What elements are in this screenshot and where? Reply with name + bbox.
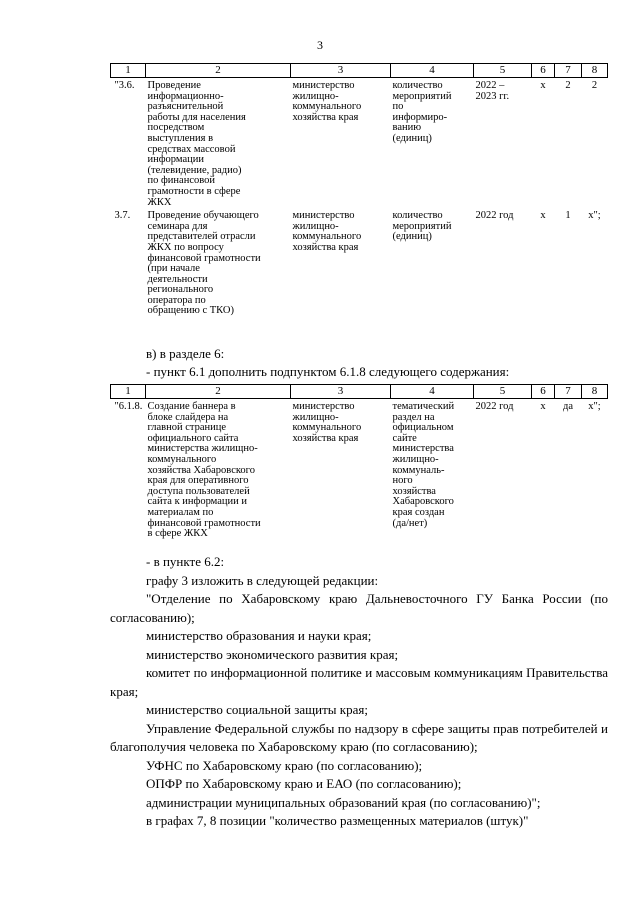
table-section-3 (110, 63, 608, 317)
cell-line: раздел на (392, 411, 435, 423)
cell-line: Хабаровского (392, 496, 454, 508)
bottom-text (110, 553, 608, 831)
page-number: 3 (317, 38, 323, 52)
column-number: 4 (391, 385, 474, 399)
column-number: 3 (291, 385, 391, 399)
column-number: 4 (391, 64, 474, 78)
item-col6: х (540, 401, 546, 412)
cell-line: (да/нет) (392, 517, 428, 529)
cell-line: грамотности в сфере (147, 185, 241, 197)
item-indicator (391, 78, 474, 209)
cell-line: (единиц) (392, 231, 432, 243)
cell-line: министерство (292, 80, 355, 91)
item-number: 3.7. (114, 210, 131, 222)
item-col8: х"; (588, 401, 601, 412)
column-number: 8 (582, 385, 608, 399)
text-line: графу 3 изложить в следующей редакции: (146, 572, 379, 588)
item-title (146, 399, 291, 540)
cell-line: ванию (392, 122, 422, 134)
cell-line: количество (392, 210, 443, 222)
text-line: комитет по информационной политике и массовым коммуникациям Правительства края; (110, 665, 608, 699)
item-number: "3.6. (114, 80, 135, 91)
column-number: 6 (532, 385, 555, 399)
column-number: 3 (291, 64, 391, 78)
cell-line: ЖКХ (147, 196, 172, 208)
cell-line: хозяйства Хабаровского (147, 464, 255, 476)
cell-line: тематический (392, 401, 455, 412)
cell-line: Создание баннера в (147, 401, 236, 412)
cell-line: информационно- (147, 90, 224, 102)
cell-line: материалам по (147, 506, 214, 518)
item-indicator (391, 399, 474, 540)
text-line: Управление Федеральной службы по надзору в сфере защиты прав потребителей и благополучия человека по Хабаровскому краю (по согласованию); (110, 720, 608, 754)
table-row (111, 399, 608, 540)
cell-line: коммунального (292, 422, 362, 434)
cell-line: посредством (147, 122, 205, 134)
cell-line: представителей отрасли (147, 231, 256, 243)
cell-line: хозяйства края (292, 432, 359, 444)
table-row (111, 78, 608, 209)
cell-line: (при начале (147, 263, 200, 275)
item-executor (291, 78, 391, 209)
cell-line: ЖКХ по вопросу (147, 241, 224, 253)
item-col8: 2 (591, 80, 598, 91)
cell-line: разъяснительной (147, 101, 224, 113)
item-executor (291, 208, 391, 317)
column-number: 5 (474, 64, 532, 78)
cell-line: оператора по (147, 294, 206, 306)
item-col6: х (540, 210, 546, 222)
item-number: "6.1.8. (114, 401, 143, 412)
cell-line: министерство (292, 401, 355, 412)
cell-line: по финансовой (147, 175, 215, 187)
item-executor (291, 399, 391, 540)
item-col8: х"; (588, 210, 601, 222)
cell-line: 2022 год (475, 401, 514, 412)
column-number: 2 (146, 385, 291, 399)
cell-line: информации (147, 154, 204, 166)
item-col7: 2 (565, 80, 571, 91)
cell-line: мероприятий (392, 220, 452, 232)
cell-line: Проведение (147, 80, 201, 91)
cell-line: финансовой грамотности (147, 252, 261, 264)
cell-line: хозяйства края (292, 111, 359, 123)
cell-line: министерство (292, 210, 355, 222)
table-header-row (111, 385, 608, 399)
column-number: 7 (555, 385, 582, 399)
cell-line: средствах массовой (147, 143, 236, 155)
cell-line: коммуналь- (392, 464, 445, 476)
table-row (111, 208, 608, 317)
text-line: министерство экономического развития края; (146, 646, 399, 662)
cell-line: доступа пользователей (147, 485, 250, 497)
cell-line: коммунального (292, 101, 362, 113)
cell-line: 2022 – (475, 80, 505, 91)
cell-line: сайте (392, 432, 417, 444)
cell-line: коммунального (147, 453, 217, 465)
cell-line: работы для населения (147, 111, 246, 123)
cell-line: сайта к информации и (147, 496, 248, 508)
cell-line: министерства (392, 443, 454, 455)
cell-line: количество (392, 80, 443, 91)
column-number: 5 (474, 385, 532, 399)
cell-line: края создан (392, 506, 445, 518)
item-title (146, 208, 291, 317)
column-number: 6 (532, 64, 555, 78)
cell-line: края для оперативного (147, 475, 249, 487)
cell-line: мероприятий (392, 90, 452, 102)
cell-line: семинара для (147, 220, 208, 232)
text-line: в графах 7, 8 позиции "количество размещенных материалов (штук)" (146, 813, 529, 828)
text-line: - в пункте 6.2: (146, 554, 225, 569)
cell-line: финансовой грамотности (147, 517, 261, 529)
item-col6: х (540, 80, 546, 91)
cell-line: ного (392, 475, 413, 487)
column-number: 7 (555, 64, 582, 78)
section-6-instruction: - пункт 6.1 дополнить подпунктом 6.1.8 следующего содержания: (146, 364, 510, 379)
column-number: 1 (111, 385, 146, 399)
text-line: министерство образования и науки края; (146, 628, 372, 643)
cell-line: 2022 год (475, 210, 514, 222)
column-number: 8 (582, 64, 608, 78)
item-indicator (391, 208, 474, 317)
cell-line: жилищно- (292, 90, 339, 102)
cell-line: главной странице (147, 422, 227, 434)
item-col7: да (562, 401, 573, 412)
text-line: министерство социальной защиты края; (146, 702, 368, 717)
item-period (474, 208, 532, 317)
text-line: ОПФР по Хабаровскому краю и ЕАО (по согласованию); (146, 776, 462, 791)
cell-line: информиро- (392, 111, 448, 123)
table-header-row (111, 64, 608, 78)
cell-line: хозяйства края (292, 241, 359, 253)
cell-line: жилищно- (292, 220, 339, 232)
text-line: "Отделение по Хабаровскому краю Дальневосточного ГУ Банка России (по согласованию); (110, 591, 608, 625)
cell-line: выступления в (147, 132, 214, 144)
cell-line: коммунального (292, 231, 362, 243)
table-section-6 (110, 384, 608, 540)
text-line: УФНС по Хабаровскому краю (по согласованию); (146, 757, 423, 773)
cell-line: (телевидение, радио) (147, 164, 242, 176)
cell-line: хозяйства (392, 485, 436, 497)
column-number: 1 (111, 64, 146, 78)
item-period (474, 78, 532, 209)
text-line: администрации муниципальных образований края (по согласованию)"; (146, 794, 541, 810)
cell-line: министерства жилищно- (147, 443, 258, 455)
cell-line: по (392, 101, 404, 113)
cell-line: жилищно- (292, 411, 339, 423)
cell-line: Проведение обучающего (147, 210, 259, 222)
item-period (474, 399, 532, 540)
section-6-label: в) в разделе 6: (146, 346, 225, 361)
cell-line: (единиц) (392, 132, 432, 144)
item-title (146, 78, 291, 209)
cell-line: деятельности (147, 273, 208, 285)
cell-line: 2023 гг. (475, 90, 510, 102)
cell-line: обращению с ТКО) (147, 305, 234, 317)
cell-line: в сфере ЖКХ (147, 528, 208, 540)
cell-line: регионального (147, 284, 214, 296)
item-col7: 1 (565, 210, 571, 222)
column-number: 2 (146, 64, 291, 78)
cell-line: жилищно- (392, 453, 439, 465)
cell-line: официального сайта (147, 432, 239, 444)
cell-line: блоке слайдера на (147, 411, 229, 423)
cell-line: официальном (392, 422, 454, 434)
